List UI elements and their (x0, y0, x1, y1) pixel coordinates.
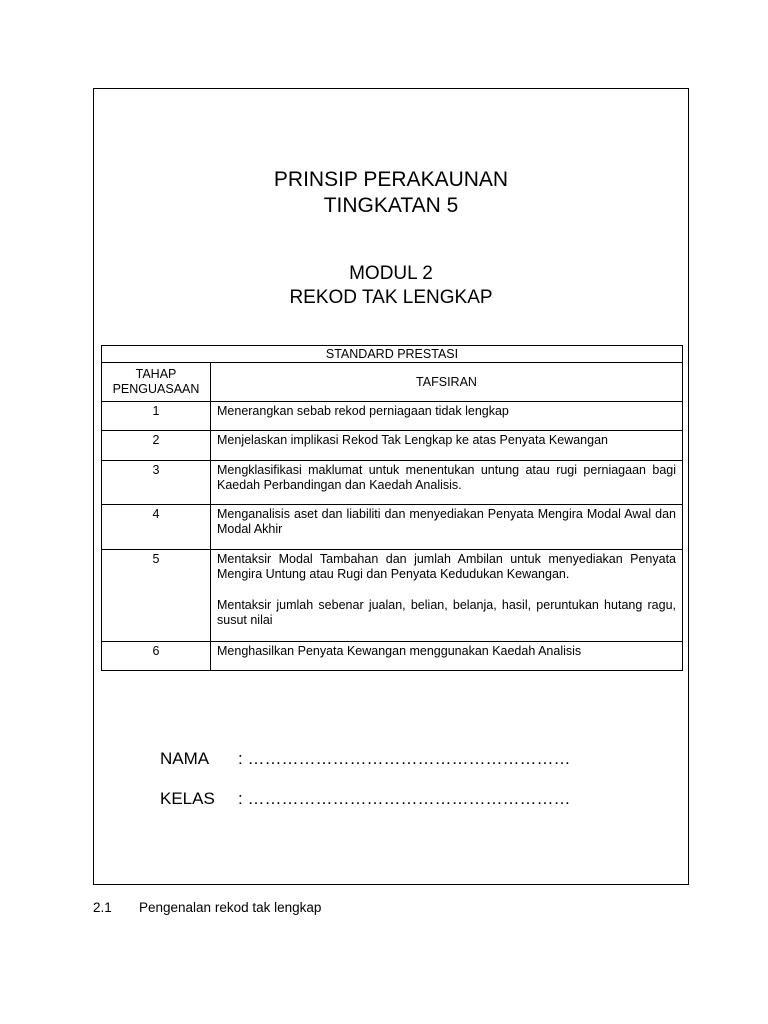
module-topic: REKOD TAK LENGKAP (289, 287, 493, 308)
description-text: Mentaksir Modal Tambahan dan jumlah Ambilan untuk menyediakan Penyata Mengira Untung atau Rugi dan Penyata Kedudukan Kewangan. (217, 552, 676, 581)
cover-frame (93, 88, 689, 885)
level-cell: 3 (102, 461, 211, 505)
table-row (102, 550, 683, 642)
description-cell (211, 642, 683, 671)
class-label: KELAS (160, 789, 215, 808)
level-cell: 2 (102, 431, 211, 461)
level-cell: 4 (102, 505, 211, 550)
section-heading (93, 900, 321, 915)
level-cell: 5 (102, 550, 211, 642)
table-row (102, 431, 683, 461)
description-cell (211, 550, 683, 642)
description-text: Mentaksir jumlah sebenar jualan, belian, belanja, hasil, peruntukan hutang ragu, susut nilai (217, 598, 676, 627)
description-text: Menerangkan sebab rekod perniagaan tidak lengkap (217, 404, 509, 418)
table-row (102, 505, 683, 550)
name-label: NAMA (160, 749, 210, 768)
section-number: 2.1 (93, 900, 112, 915)
level-cell: 6 (102, 642, 211, 671)
table-header: STANDARD PRESTASI (102, 346, 683, 363)
class-field (160, 789, 570, 809)
column-header-level: TAHAP PENGUASAAN (102, 363, 211, 402)
description-cell (211, 431, 683, 461)
performance-standard-table (101, 345, 683, 671)
subject-title: PRINSIP PERAKAUNAN (273, 168, 509, 191)
table-row (102, 402, 683, 431)
level-cell: 1 (102, 402, 211, 431)
description-cell (211, 461, 683, 505)
section-title: Pengenalan rekod tak lengkap (139, 900, 322, 915)
description-cell (211, 402, 683, 431)
name-blank: : ………………………………………………… (238, 749, 571, 768)
name-field (160, 749, 570, 769)
description-cell (211, 505, 683, 550)
class-blank: : ………………………………………………… (238, 789, 571, 808)
module-number: MODUL 2 (349, 263, 433, 284)
table-row (102, 642, 683, 671)
description-text: Mengklasifikasi maklumat untuk menentukan untung atau rugi perniagaan bagi Kaedah Perbandingan dan Kaedah Analisis. (217, 463, 676, 492)
description-text: Menjelaskan implikasi Rekod Tak Lengkap ke atas Penyata Kewangan (217, 433, 608, 447)
table-row (102, 461, 683, 505)
description-text: Menganalisis aset dan liabiliti dan menyediakan Penyata Mengira Modal Awal dan Modal Akhir (217, 507, 676, 536)
form-level: TINGKATAN 5 (323, 194, 459, 217)
description-text: Menghasilkan Penyata Kewangan menggunakan Kaedah Analisis (217, 644, 582, 658)
column-header-description: TAFSIRAN (211, 363, 683, 402)
